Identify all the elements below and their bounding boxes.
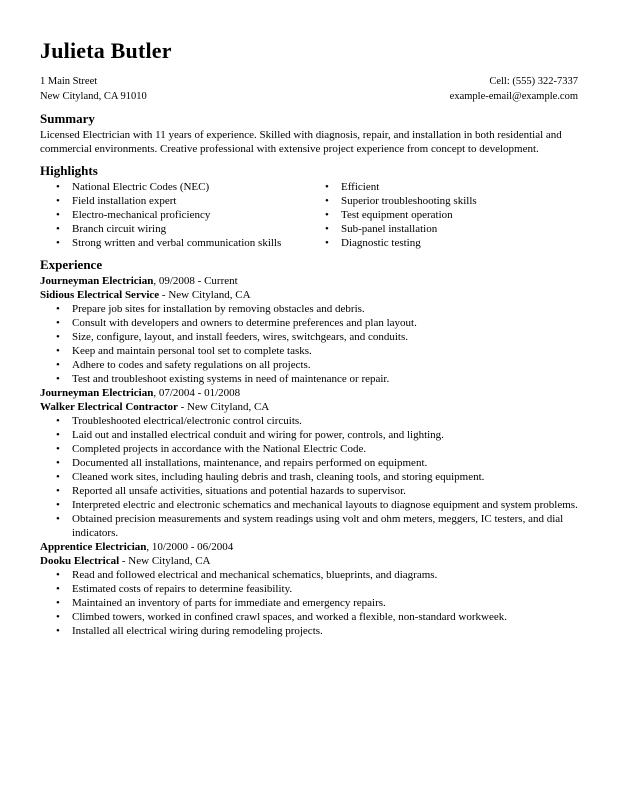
- job-duties: [40, 568, 578, 638]
- list-item: • Keep and maintain personal tool set to complete tasks.: [72, 344, 578, 358]
- job-company-line: [40, 554, 578, 568]
- job-location: - New Cityland, CA: [119, 555, 211, 567]
- cell-phone: Cell: (555) 322-7337: [489, 76, 578, 87]
- list-item: • Adhere to codes and safety regulations on all projects.: [72, 358, 578, 372]
- list-item: • Completed projects in accordance with the National Electric Code.: [72, 442, 578, 456]
- job-dates: , 09/2008 - Current: [153, 275, 238, 287]
- phone-email-block: [450, 74, 578, 104]
- job-location: - New Cityland, CA: [159, 289, 251, 301]
- job-duties: [40, 414, 578, 540]
- list-item: • Cleaned work sites, including hauling debris and trash, cleaning tools, and storing equipment.: [72, 470, 578, 484]
- contact-block: [40, 74, 578, 104]
- list-item: • Interpreted electric and electronic schematics and mechanical layouts to diagnose equipment and system problems.: [72, 498, 578, 512]
- list-item: • Estimated costs of repairs to determine feasibility.: [72, 582, 578, 596]
- experience-heading: Experience: [40, 257, 103, 272]
- job-title-line: [40, 540, 578, 554]
- list-item: • Test and troubleshoot existing systems in need of maintenance or repair.: [72, 372, 578, 386]
- list-item: • Documented all installations, maintenance, and repairs performed on equipment.: [72, 456, 578, 470]
- job-title-line: [40, 274, 578, 288]
- address-line-1: 1 Main Street: [40, 76, 98, 87]
- job-company: Walker Electrical Contractor: [40, 401, 178, 413]
- list-item: • Maintained an inventory of parts for immediate and emergency repairs.: [72, 596, 578, 610]
- list-item: • Strong written and verbal communication skills: [72, 236, 309, 250]
- job-role: Apprentice Electrician: [40, 541, 147, 553]
- list-item: • Read and followed electrical and mechanical schematics, blueprints, and diagrams.: [72, 568, 578, 582]
- highlights-column-1: [40, 180, 309, 250]
- list-item: • Test equipment operation: [341, 208, 578, 222]
- list-item: • Reported all unsafe activities, situations and potential hazards to supervisor.: [72, 484, 578, 498]
- list-item: • Branch circuit wiring: [72, 222, 309, 236]
- list-item: • Climbed towers, worked in confined crawl spaces, and worked a flexible, non-standard workweek.: [72, 610, 578, 624]
- job-company-line: [40, 400, 578, 414]
- email-address: example-email@example.com: [449, 91, 578, 102]
- job-location: - New Cityland, CA: [177, 401, 270, 413]
- highlights-column-2: [309, 180, 578, 250]
- address-line-2: New Cityland, CA 91010: [40, 91, 147, 102]
- job-duties: [40, 302, 578, 386]
- job-role: Journeyman Electrician: [40, 387, 154, 399]
- list-item: • Consult with developers and owners to determine preferences and plan layout.: [72, 316, 578, 330]
- job-company: Dooku Electrical: [40, 555, 120, 567]
- job-dates: , 10/2000 - 06/2004: [146, 541, 234, 553]
- list-item: • Superior troubleshooting skills: [341, 194, 578, 208]
- job-dates: , 07/2004 - 01/2008: [153, 387, 241, 399]
- summary-text: Licensed Electrician with 11 years of experience. Skilled with diagnosis, repair, and installation in both residential and commercial environments. Creative professional with extensive project experience from concept to development.: [40, 129, 562, 155]
- list-item: • Efficient: [341, 180, 578, 194]
- list-item: • National Electric Codes (NEC): [72, 180, 309, 194]
- list-item: • Prepare job sites for installation by removing obstacles and debris.: [72, 302, 578, 316]
- address-block: [40, 74, 147, 104]
- list-item: • Installed all electrical wiring during remodeling projects.: [72, 624, 578, 638]
- list-item: • Sub-panel installation: [341, 222, 578, 236]
- job-company-line: [40, 288, 578, 302]
- job-title-line: [40, 386, 578, 400]
- job-company: Sidious Electrical Service: [40, 289, 160, 301]
- highlights-heading: Highlights: [40, 163, 98, 178]
- list-item: • Laid out and installed electrical conduit and wiring for power, controls, and lighting.: [72, 428, 578, 442]
- candidate-name: Julieta Butler: [40, 38, 172, 63]
- job-entry: [40, 540, 578, 638]
- highlights-list: [40, 180, 578, 250]
- list-item: • Electro-mechanical proficiency: [72, 208, 309, 222]
- summary-heading: Summary: [40, 111, 95, 126]
- job-entry: [40, 274, 578, 386]
- list-item: • Size, configure, layout, and install feeders, wires, switchgears, and conduits.: [72, 330, 578, 344]
- list-item: • Troubleshooted electrical/electronic control circuits.: [72, 414, 578, 428]
- job-entry: [40, 386, 578, 540]
- job-role: Journeyman Electrician: [40, 275, 154, 287]
- list-item: • Field installation expert: [72, 194, 309, 208]
- list-item: • Diagnostic testing: [341, 236, 578, 250]
- list-item: • Obtained precision measurements and system readings using volt and ohm meters, meggers, IC testers, and dial indicators.: [72, 512, 578, 540]
